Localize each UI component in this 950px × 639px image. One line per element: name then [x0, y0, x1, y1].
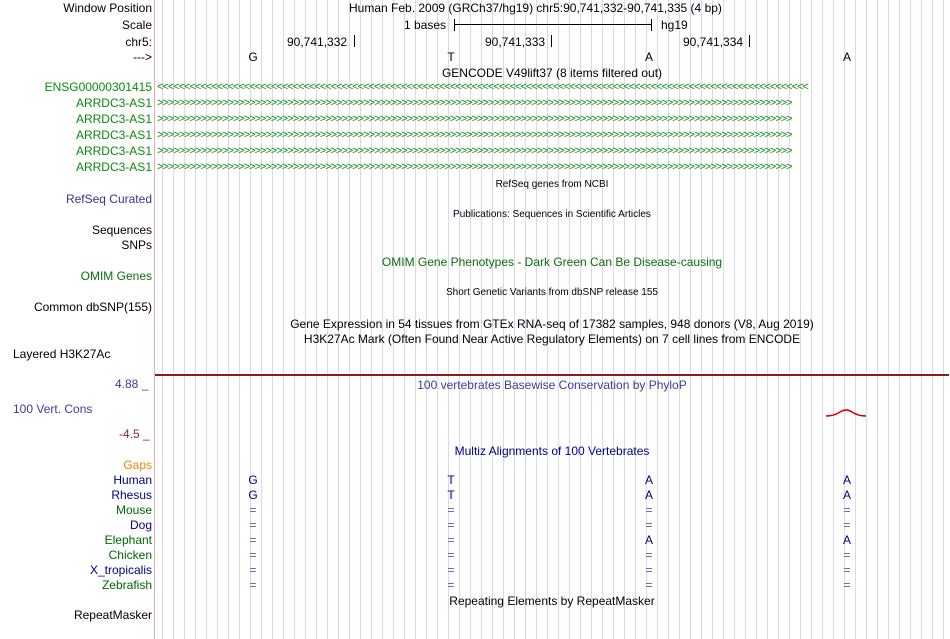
- window-position-value[interactable]: Human Feb. 2009 (GRCh37/hg19) chr5:90,741,332-90,741,335 (4 bp): [349, 1, 722, 15]
- gene-feature-arrdc3-as1[interactable]: >>>>>>>>>>>>>>>>>>>>>>>>>>>>>>>>>>>>>>>>>>>>>>>>>>>>>>>>>>>>>>>>>>>>>>>>>>>>>>>>>>>>>>>>>>>>>>>>>>>>>>>>>>>>>>>>>>>>>: [157, 129, 792, 141]
- conservation-label[interactable]: 100 Vert. Cons: [13, 402, 93, 416]
- h3k27ac-label[interactable]: Layered H3K27Ac: [13, 347, 111, 361]
- species-base-x_tropicalis: =: [249, 563, 257, 577]
- position-tick-3: [749, 35, 750, 47]
- species-base-human: A: [644, 473, 654, 487]
- conservation-track-title[interactable]: 100 vertebrates Basewise Conservation by PhyloP: [417, 378, 687, 392]
- gene-feature-ensg[interactable]: <<<<<<<<<<<<<<<<<<<<<<<<<<<<<<<<<<<<<<<<<<<<<<<<<<<<<<<<<<<<<<<<<<<<<<<<<<<<<<<<<<<<<<<<<<<<<<<<<<<<<<<<<<<<<<<<<<<<<<<<: [157, 81, 808, 93]
- h3k27ac-signal-line: [155, 374, 949, 376]
- multiz-track-title[interactable]: Multiz Alignments of 100 Vertebrates: [454, 444, 650, 458]
- refseq-label[interactable]: RefSeq Curated: [65, 192, 152, 206]
- species-base-dog: =: [645, 518, 653, 532]
- gene-label-ensg[interactable]: ENSG00000301415: [44, 80, 152, 94]
- publications-track-title[interactable]: Publications: Sequences in Scientific Articles: [453, 209, 651, 220]
- species-base-zebrafish: =: [645, 578, 653, 592]
- chrom-label: chr5:: [125, 35, 152, 49]
- gene-label-arrdc3-as1[interactable]: ARRDC3-AS1: [75, 112, 152, 126]
- species-base-elephant: =: [447, 533, 455, 547]
- species-label-chicken[interactable]: Chicken: [108, 548, 152, 562]
- repeatmasker-label[interactable]: RepeatMasker: [73, 608, 152, 622]
- species-base-mouse: =: [249, 503, 257, 517]
- species-label-mouse[interactable]: Mouse: [115, 503, 152, 517]
- omim-track-title[interactable]: OMIM Gene Phenotypes - Dark Green Can Be Disease-causing: [381, 255, 723, 269]
- position-label-1: 90,741,332: [287, 35, 348, 49]
- label-separator: [154, 0, 155, 639]
- species-base-elephant: A: [644, 533, 654, 547]
- species-base-elephant: A: [842, 533, 852, 547]
- ref-base-1: G: [248, 50, 258, 64]
- gtex-track-title[interactable]: Gene Expression in 54 tissues from GTEx RNA-seq of 17382 samples, 948 donors (V8, Aug 2019): [290, 317, 814, 331]
- conservation-peak-mark: [826, 408, 868, 418]
- species-base-chicken: =: [447, 548, 455, 562]
- cons-min-label: -4.5 _: [119, 427, 150, 441]
- dbsnp-track-title[interactable]: Short Genetic Variants from dbSNP release 155: [446, 287, 658, 298]
- gene-feature-arrdc3-as1[interactable]: >>>>>>>>>>>>>>>>>>>>>>>>>>>>>>>>>>>>>>>>>>>>>>>>>>>>>>>>>>>>>>>>>>>>>>>>>>>>>>>>>>>>>>>>>>>>>>>>>>>>>>>>>>>>>>>>>>>>>: [157, 161, 792, 173]
- strand-label: --->: [133, 50, 152, 64]
- species-base-dog: =: [843, 518, 851, 532]
- ref-base-4: A: [842, 50, 852, 64]
- species-base-zebrafish: =: [249, 578, 257, 592]
- cons-max-label: 4.88 _: [115, 377, 149, 391]
- gene-feature-arrdc3-as1[interactable]: >>>>>>>>>>>>>>>>>>>>>>>>>>>>>>>>>>>>>>>>>>>>>>>>>>>>>>>>>>>>>>>>>>>>>>>>>>>>>>>>>>>>>>>>>>>>>>>>>>>>>>>>>>>>>>>>>>>>>: [157, 145, 792, 157]
- scale-bar: [454, 19, 652, 31]
- species-base-zebrafish: =: [843, 578, 851, 592]
- species-base-elephant: =: [249, 533, 257, 547]
- snps-label[interactable]: SNPs: [121, 238, 152, 252]
- species-base-mouse: =: [447, 503, 455, 517]
- window-position-label: Window Position: [63, 1, 152, 15]
- species-base-x_tropicalis: =: [843, 563, 851, 577]
- scale-label: Scale: [121, 18, 152, 32]
- species-label-dog[interactable]: Dog: [129, 518, 152, 532]
- species-base-mouse: =: [843, 503, 851, 517]
- species-base-chicken: =: [249, 548, 257, 562]
- position-label-2: 90,741,333: [485, 35, 546, 49]
- species-base-human: A: [842, 473, 852, 487]
- gene-label-arrdc3-as1[interactable]: ARRDC3-AS1: [75, 144, 152, 158]
- repeatmasker-track-title[interactable]: Repeating Elements by RepeatMasker: [449, 594, 655, 608]
- h3k27ac-track-title[interactable]: H3K27Ac Mark (Often Found Near Active Regulatory Elements) on 7 cell lines from ENCODE: [303, 332, 801, 346]
- species-base-x_tropicalis: =: [447, 563, 455, 577]
- position-label-3: 90,741,334: [683, 35, 744, 49]
- species-base-rhesus: G: [248, 488, 258, 502]
- scale-left-text: 1 bases: [404, 18, 447, 32]
- species-base-human: T: [447, 473, 455, 487]
- species-base-dog: =: [447, 518, 455, 532]
- species-base-mouse: =: [645, 503, 653, 517]
- omim-label[interactable]: OMIM Genes: [80, 269, 152, 283]
- gene-label-arrdc3-as1[interactable]: ARRDC3-AS1: [75, 96, 152, 110]
- species-label-rhesus[interactable]: Rhesus: [111, 488, 152, 502]
- gencode-track-title[interactable]: GENCODE V49lift37 (8 items filtered out): [441, 66, 663, 80]
- gene-feature-arrdc3-as1[interactable]: >>>>>>>>>>>>>>>>>>>>>>>>>>>>>>>>>>>>>>>>>>>>>>>>>>>>>>>>>>>>>>>>>>>>>>>>>>>>>>>>>>>>>>>>>>>>>>>>>>>>>>>>>>>>>>>>>>>>>: [157, 97, 792, 109]
- gaps-label[interactable]: Gaps: [123, 458, 152, 472]
- dbsnp-label[interactable]: Common dbSNP(155): [33, 300, 152, 314]
- gene-label-arrdc3-as1[interactable]: ARRDC3-AS1: [75, 128, 152, 142]
- gene-feature-arrdc3-as1[interactable]: >>>>>>>>>>>>>>>>>>>>>>>>>>>>>>>>>>>>>>>>>>>>>>>>>>>>>>>>>>>>>>>>>>>>>>>>>>>>>>>>>>>>>>>>>>>>>>>>>>>>>>>>>>>>>>>>>>>>>: [157, 113, 792, 125]
- species-label-x_tropicalis[interactable]: X_tropicalis: [89, 563, 152, 577]
- sequences-label[interactable]: Sequences: [91, 223, 152, 237]
- species-base-rhesus: A: [842, 488, 852, 502]
- species-base-rhesus: T: [447, 488, 455, 502]
- position-tick-1: [354, 35, 355, 47]
- gene-label-arrdc3-as1[interactable]: ARRDC3-AS1: [75, 160, 152, 174]
- species-base-x_tropicalis: =: [645, 563, 653, 577]
- species-base-human: G: [248, 473, 258, 487]
- ref-base-3: A: [644, 50, 654, 64]
- position-tick-2: [551, 35, 552, 47]
- ref-base-2: T: [447, 50, 455, 64]
- species-base-rhesus: A: [644, 488, 654, 502]
- species-label-zebrafish[interactable]: Zebrafish: [101, 578, 152, 592]
- scale-right-text: hg19: [661, 18, 688, 32]
- species-label-elephant[interactable]: Elephant: [104, 533, 152, 547]
- species-base-chicken: =: [645, 548, 653, 562]
- species-base-zebrafish: =: [447, 578, 455, 592]
- species-base-chicken: =: [843, 548, 851, 562]
- species-base-dog: =: [249, 518, 257, 532]
- refseq-track-title[interactable]: RefSeq genes from NCBI: [495, 179, 609, 190]
- species-label-human[interactable]: Human: [113, 473, 152, 487]
